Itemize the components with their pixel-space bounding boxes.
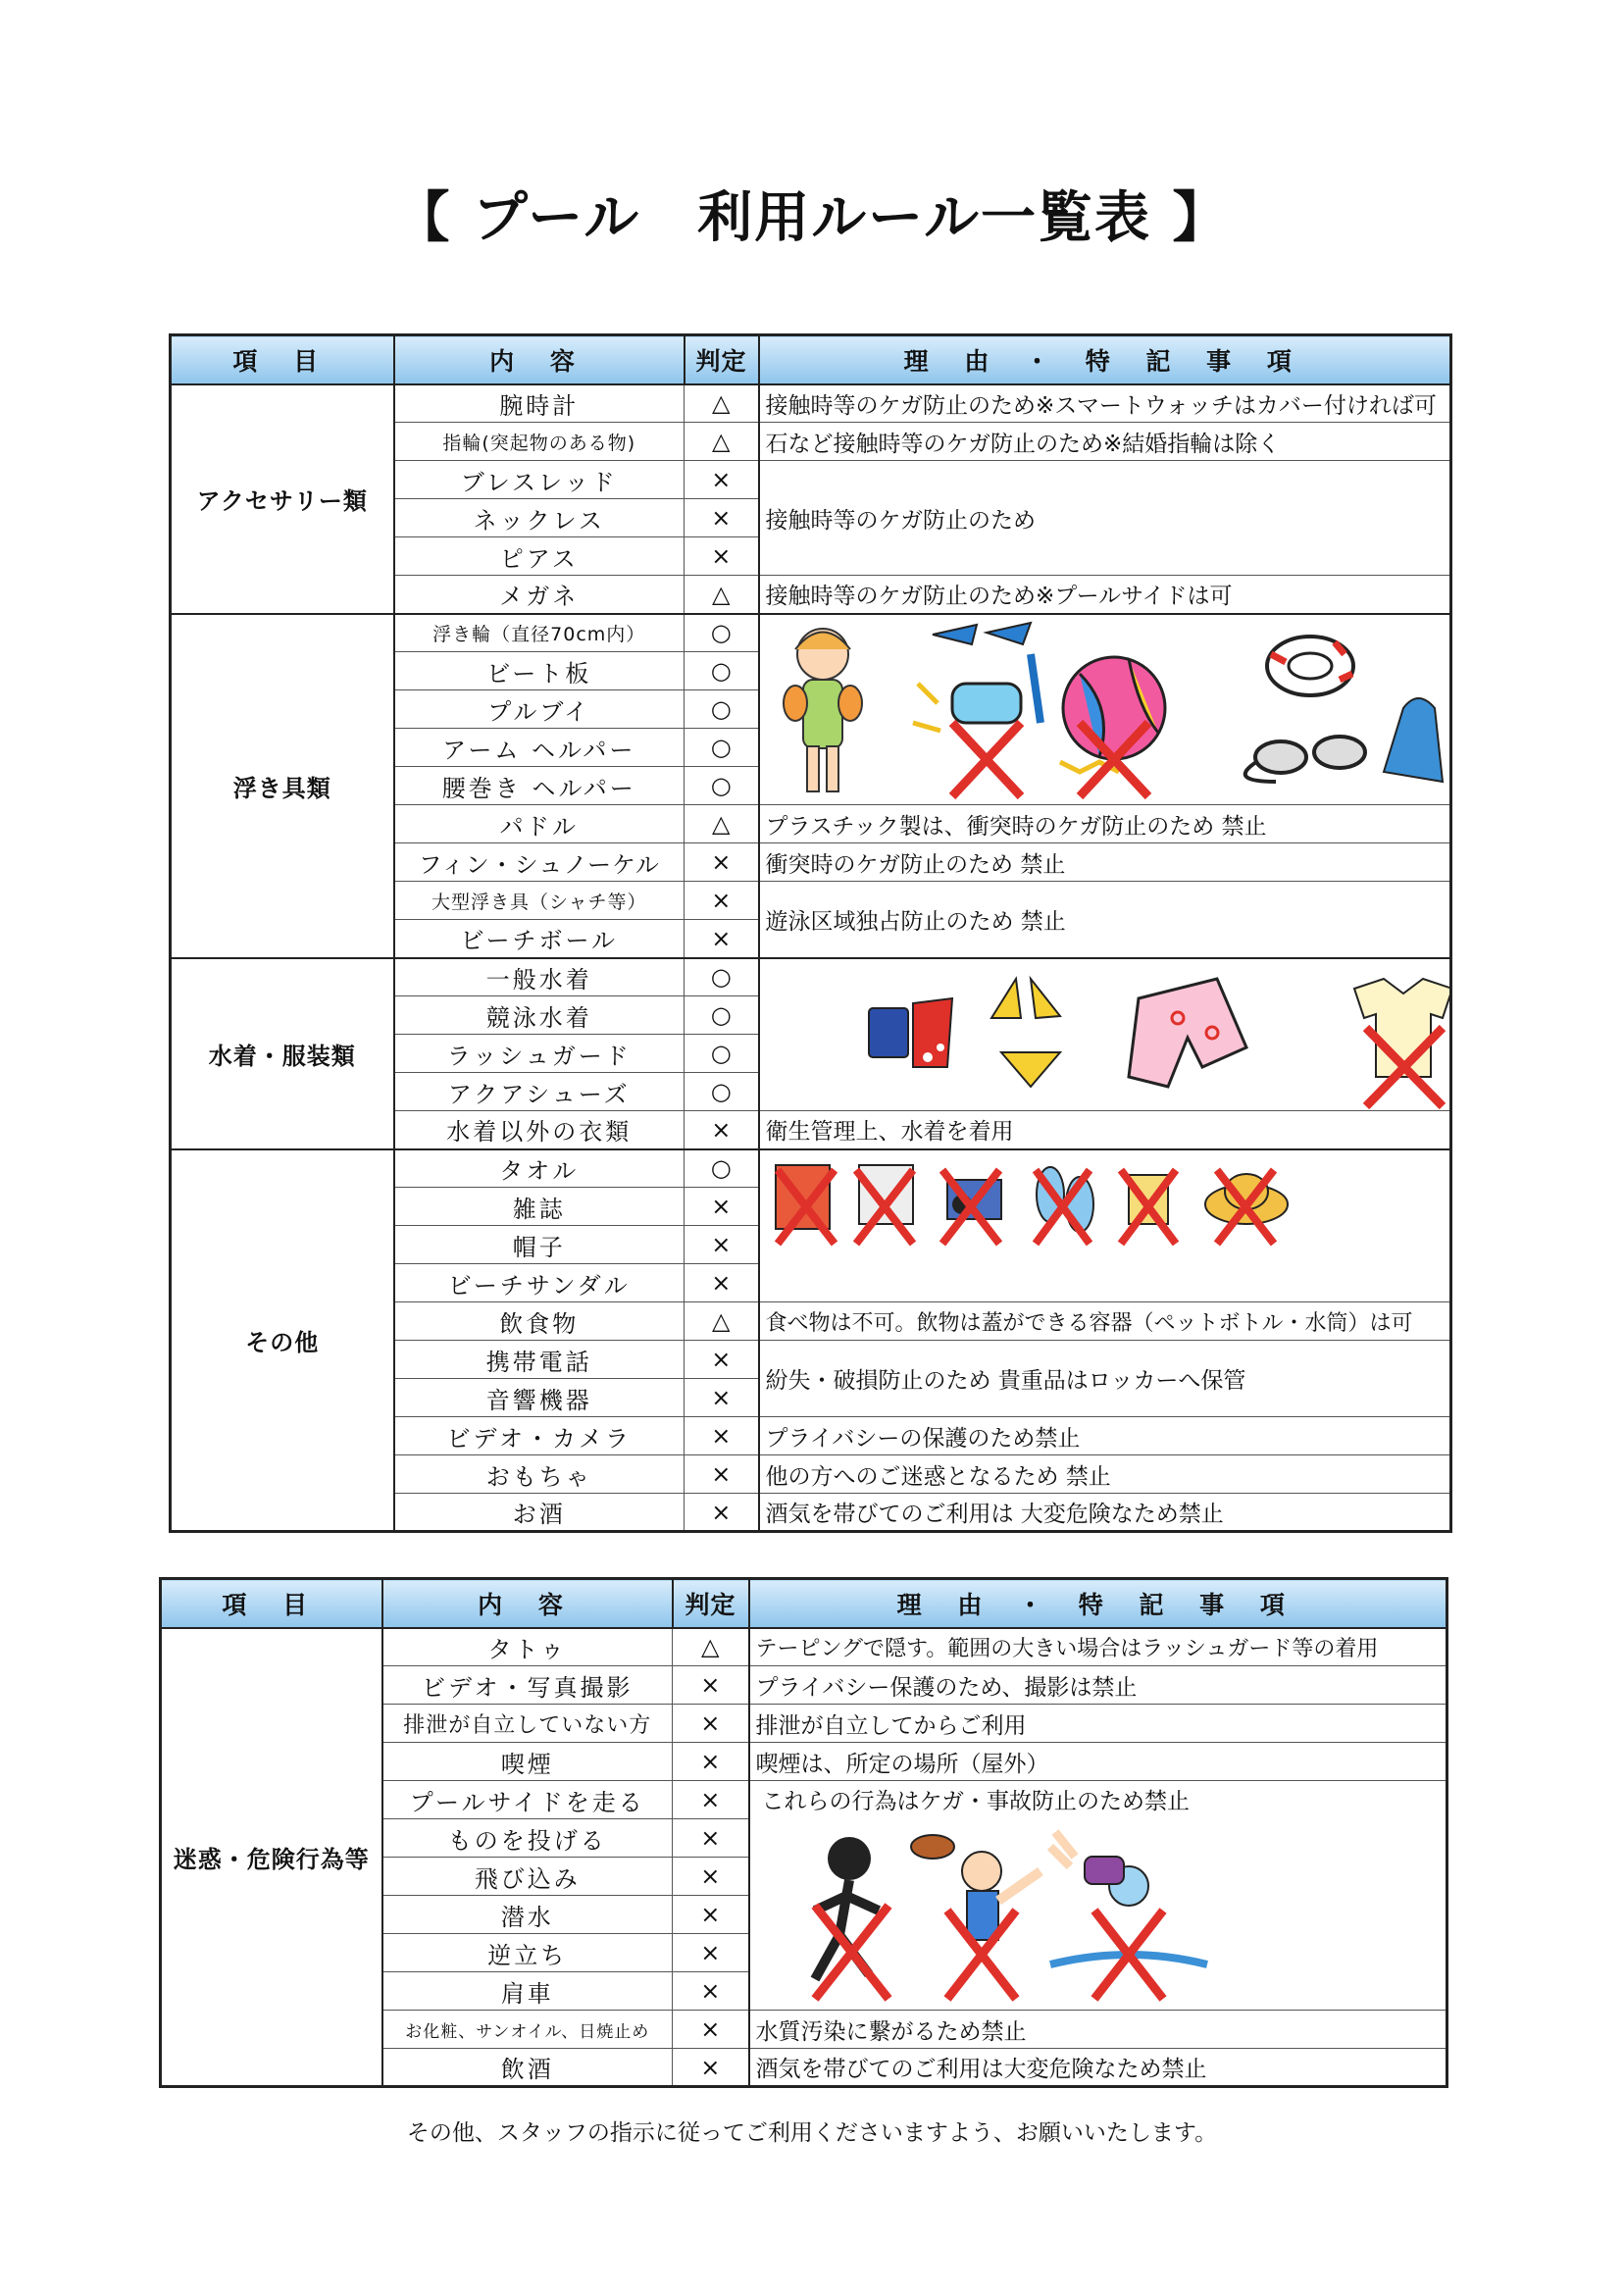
item-cell: 排泄が自立していない方 (382, 1705, 673, 1743)
item-cell: 肩車 (382, 1972, 673, 2011)
judgment-cell: × (673, 1743, 749, 1781)
item-cell: タトゥ (382, 1628, 673, 1666)
item-cell: 腕時計 (394, 384, 685, 423)
item-cell: プルブイ (394, 690, 685, 729)
item-cell: メガネ (394, 576, 685, 614)
judgment-cell: × (673, 1934, 749, 1972)
item-cell: 浮き輪（直径70cm内） (394, 614, 685, 652)
judgment-cell: × (685, 1417, 759, 1455)
judgment-cell: × (673, 1819, 749, 1858)
reason-cell: 喫煙は、所定の場所（屋外） (749, 1743, 1447, 1781)
reason-cell: 水質汚染に繋がるため禁止 (749, 2011, 1447, 2049)
throwing-person-icon (911, 1835, 1040, 1999)
goggles-icon (1244, 737, 1364, 782)
item-cell: 喫煙 (382, 1743, 673, 1781)
item-cell: 飲食物 (394, 1302, 685, 1341)
header-judgment: 判定 (673, 1579, 749, 1628)
judgment-cell: × (685, 1188, 759, 1226)
swimwear-illustrations (759, 958, 1451, 1111)
judgment-cell: × (685, 882, 759, 920)
header-judgment: 判定 (685, 335, 759, 384)
item-cell: 音響機器 (394, 1379, 685, 1417)
rules-table-2 (159, 1577, 1448, 2088)
judgment-cell: × (673, 1858, 749, 1896)
item-cell: 飲酒 (382, 2049, 673, 2087)
judgment-cell: × (673, 1705, 749, 1743)
item-cell: 飛び込み (382, 1858, 673, 1896)
judgment-cell: ○ (685, 1035, 759, 1073)
item-cell: ネックレス (394, 499, 685, 537)
judgment-cell: △ (685, 1302, 759, 1341)
item-cell: 腰巻き ヘルパー (394, 767, 685, 805)
diving-person-icon (1050, 1832, 1207, 1999)
magazine-icon (776, 1165, 835, 1244)
item-cell: フィン・シュノーケル (394, 843, 685, 882)
judgment-cell: × (685, 920, 759, 958)
reason-cell: 酒気を帯びてのご利用は 大変危険なため禁止 (759, 1494, 1451, 1532)
judgment-cell: ○ (685, 1149, 759, 1188)
judgment-cell: ○ (685, 1073, 759, 1111)
item-cell: 指輪(突起物のある物) (394, 423, 685, 461)
item-cell: お酒 (394, 1494, 685, 1532)
item-cell: ビーチボール (394, 920, 685, 958)
fins-snorkel-icon (913, 623, 1040, 796)
kickboard-icon (1384, 698, 1443, 782)
dangerous-acts-cell (749, 1781, 1447, 2011)
reason-cell: 接触時等のケガ防止のため※スマートウォッチはカバー付ければ可 (759, 384, 1451, 423)
category-floats: 浮き具類 (171, 614, 394, 958)
header-category: 項 目 (171, 335, 394, 384)
beach-ball-icon (1060, 657, 1165, 796)
judgment-cell: △ (673, 1628, 749, 1666)
reason-cell: 衝突時のケガ防止のため 禁止 (759, 843, 1451, 882)
judgment-cell: △ (685, 576, 759, 614)
item-cell: アクアシューズ (394, 1073, 685, 1111)
item-cell: 雑誌 (394, 1188, 685, 1226)
reason-cell: 食べ物は不可。飲物は蓋ができる容器（ペットボトル・水筒）は可 (759, 1302, 1451, 1341)
swim-trunks-icon (869, 998, 952, 1067)
judgment-cell: × (685, 1264, 759, 1302)
judgment-cell: × (685, 1226, 759, 1264)
reason-cell: 接触時等のケガ防止のため (759, 461, 1451, 576)
t-shirt-icon (1354, 979, 1451, 1106)
reason-cell: 石など接触時等のケガ防止のため※結婚指輪は除く (759, 423, 1451, 461)
reason-cell: 衛生管理上、水着を着用 (759, 1111, 1451, 1149)
item-cell: 携帯電話 (394, 1341, 685, 1379)
item-cell: プールサイドを走る (382, 1781, 673, 1819)
judgment-cell: × (673, 1666, 749, 1705)
reason-cell: 酒気を帯びてのご利用は大変危険なため禁止 (749, 2049, 1447, 2087)
camera-icon (942, 1170, 1001, 1244)
judgment-cell: × (685, 1455, 759, 1494)
item-cell: 帽子 (394, 1226, 685, 1264)
category-swimwear: 水着・服装類 (171, 958, 394, 1149)
reason-cell: 接触時等のケガ防止のため※プールサイドは可 (759, 576, 1451, 614)
reason-cell: 他の方へのご迷惑となるため 禁止 (759, 1455, 1451, 1494)
judgment-cell: ○ (685, 614, 759, 652)
reason-cell: プライバシーの保護のため禁止 (759, 1417, 1451, 1455)
reason-cell: これらの行為はケガ・事故防止のため禁止 (761, 1789, 1191, 1814)
judgment-cell: × (685, 1494, 759, 1532)
judgment-cell: × (673, 2011, 749, 2049)
item-cell: ビーチサンダル (394, 1264, 685, 1302)
judgment-cell: ○ (685, 767, 759, 805)
others-illustrations (759, 1149, 1451, 1302)
judgment-cell: △ (685, 384, 759, 423)
page-title: 【 プール 利用ルール一覧表 】 (394, 186, 1230, 250)
header-reason: 理 由 ・ 特 記 事 項 (749, 1579, 1447, 1628)
item-cell: ビデオ・写真撮影 (382, 1666, 673, 1705)
item-cell: ものを投げる (382, 1819, 673, 1858)
judgment-cell: × (685, 1111, 759, 1149)
item-cell: ブレスレッド (394, 461, 685, 499)
judgment-cell: △ (685, 805, 759, 843)
judgment-cell: × (673, 1896, 749, 1934)
item-cell: パドル (394, 805, 685, 843)
judgment-cell: × (673, 1781, 749, 1819)
item-cell: タオル (394, 1149, 685, 1188)
footer-note: その他、スタッフの指示に従ってご利用くださいますよう、お願いいたします。 (406, 2120, 1218, 2146)
item-cell: ピアス (394, 537, 685, 576)
reason-cell: プラスチック製は、衝突時のケガ防止のため 禁止 (759, 805, 1451, 843)
board-shorts-icon (1129, 979, 1246, 1087)
sandals-icon (1036, 1167, 1093, 1244)
judgment-cell: × (673, 2049, 749, 2087)
category-accessories: アクセサリー類 (171, 384, 394, 614)
running-person-icon (815, 1837, 888, 1999)
beer-mug-icon (1121, 1170, 1176, 1244)
item-cell: ビート板 (394, 652, 685, 690)
child-with-arm-floats-icon (784, 629, 862, 791)
judgment-cell: × (685, 537, 759, 576)
category-nuisance: 迷惑・危険行為等 (161, 1628, 382, 2087)
reason-cell: 排泄が自立してからご利用 (749, 1705, 1447, 1743)
judgment-cell: ○ (685, 690, 759, 729)
hat-icon (1205, 1170, 1288, 1244)
judgment-cell: ○ (685, 958, 759, 996)
item-cell: ラッシュガード (394, 1035, 685, 1073)
reason-cell: プライバシー保護のため、撮影は禁止 (749, 1666, 1447, 1705)
header-content: 内 容 (394, 335, 685, 384)
float-illustrations (759, 614, 1451, 805)
judgment-cell: × (685, 1379, 759, 1417)
judgment-cell: × (685, 461, 759, 499)
judgment-cell: ○ (685, 729, 759, 767)
judgment-cell: × (685, 843, 759, 882)
rules-table-1 (169, 333, 1452, 1533)
newspaper-icon (856, 1165, 913, 1244)
item-cell: 水着以外の衣類 (394, 1111, 685, 1149)
item-cell: アーム ヘルパー (394, 729, 685, 767)
item-cell: 潜水 (382, 1896, 673, 1934)
judgment-cell: × (673, 1972, 749, 2011)
judgment-cell: △ (685, 423, 759, 461)
category-others: その他 (171, 1149, 394, 1532)
judgment-cell: × (685, 1341, 759, 1379)
bikini-icon (991, 979, 1060, 1087)
item-cell: 一般水着 (394, 958, 685, 996)
item-cell: 逆立ち (382, 1934, 673, 1972)
item-cell: 競泳水着 (394, 996, 685, 1035)
item-cell: ビデオ・カメラ (394, 1417, 685, 1455)
header-reason: 理 由 ・ 特 記 事 項 (759, 335, 1451, 384)
item-cell: 大型浮き具（シャチ等） (394, 882, 685, 920)
judgment-cell: × (685, 499, 759, 537)
judgment-cell: ○ (685, 996, 759, 1035)
reason-cell: 遊泳区域独占防止のため 禁止 (759, 882, 1451, 958)
judgment-cell: ○ (685, 652, 759, 690)
reason-cell: テーピングで隠す。範囲の大きい場合はラッシュガード等の着用 (749, 1628, 1447, 1666)
item-cell: おもちゃ (394, 1455, 685, 1494)
header-category: 項 目 (161, 1579, 382, 1628)
header-content: 内 容 (382, 1579, 673, 1628)
swim-ring-icon (1267, 637, 1353, 695)
reason-cell: 紛失・破損防止のため 貴重品はロッカーへ保管 (759, 1341, 1451, 1417)
item-cell: お化粧、サンオイル、日焼止め (382, 2011, 673, 2049)
